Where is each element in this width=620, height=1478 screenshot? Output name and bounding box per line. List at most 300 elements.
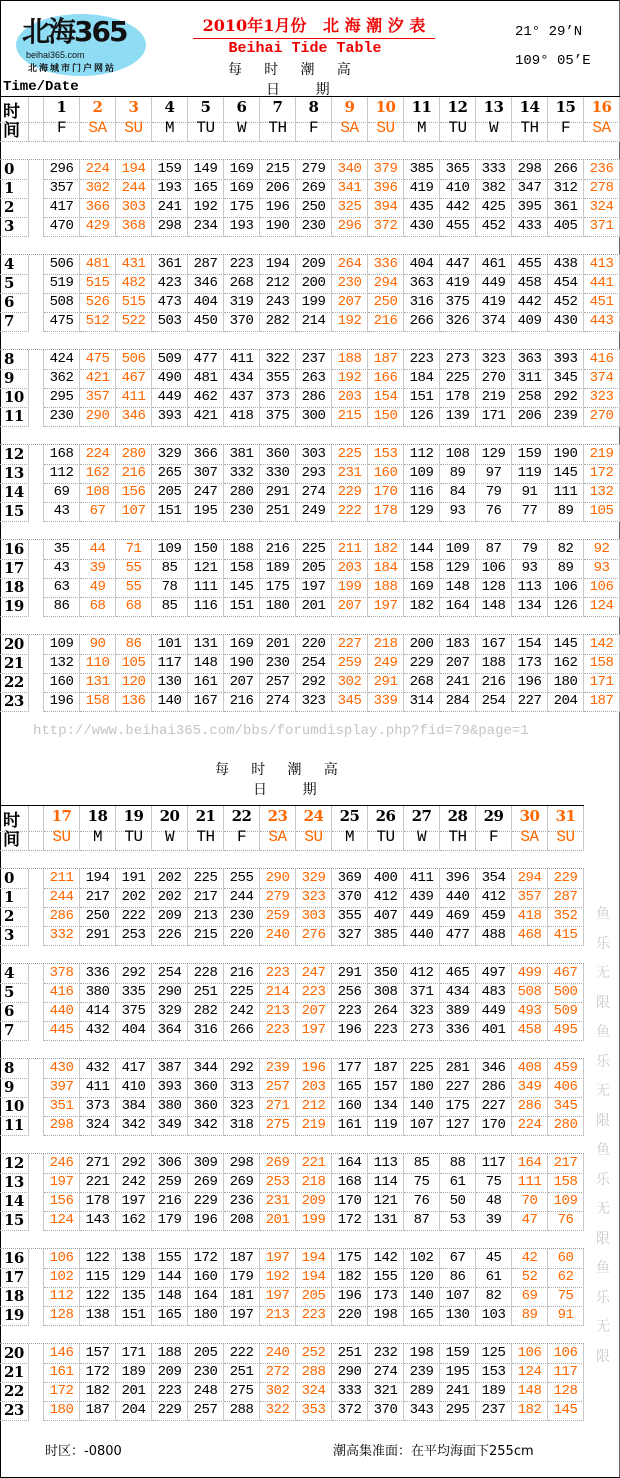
tide-value: 192: [332, 369, 368, 389]
tide-value: 292: [116, 964, 152, 984]
tide-value: 169: [404, 578, 440, 598]
weekday-label: SU: [116, 116, 152, 142]
tide-value: 140: [152, 692, 188, 712]
tide-value: 508: [512, 983, 548, 1003]
tide-value: 196: [332, 1287, 368, 1307]
tide-value: 223: [224, 255, 260, 275]
tide-value: 411: [80, 1078, 116, 1098]
tide-value: 290: [260, 869, 296, 889]
tide-value: 259: [260, 907, 296, 927]
tide-value: 106: [44, 1249, 80, 1269]
hour-label: 17: [0, 559, 29, 579]
tide-value: 103: [476, 1306, 512, 1326]
blank-cell: [29, 869, 44, 889]
tide-value: 151: [404, 388, 440, 408]
blank-cell: [29, 888, 44, 908]
table-row: [0, 483, 620, 502]
tide-value: 173: [512, 654, 548, 674]
table-row: [0, 1268, 584, 1287]
tide-value: 151: [152, 502, 188, 522]
tide-value: 493: [512, 1002, 548, 1022]
blank-cell: [29, 464, 44, 484]
hour-header-bottom: 间: [0, 116, 29, 142]
table-row: [0, 1002, 584, 1021]
tide-value: 424: [44, 350, 80, 370]
hour-label: 3: [0, 217, 29, 237]
tide-value: 167: [188, 692, 224, 712]
tide-value: 404: [116, 1021, 152, 1041]
blank-cell: [29, 160, 44, 180]
tide-value: 223: [332, 1002, 368, 1022]
tide-value: 396: [440, 869, 476, 889]
table-row: [0, 1154, 584, 1173]
subtitle-tide-height: 每 时 潮 高: [228, 62, 351, 78]
tide-value: 107: [404, 1116, 440, 1136]
day-number: 28: [440, 806, 476, 832]
tide-value: 300: [296, 407, 332, 427]
tide-value: 67: [80, 502, 116, 522]
blank-cell: [29, 1211, 44, 1231]
tide-value: 249: [368, 654, 404, 674]
tide-value: 361: [152, 255, 188, 275]
tide-value: 192: [188, 198, 224, 218]
side-watermark: 鱼乐无限鱼乐无限鱼乐无限鱼乐无限: [596, 906, 610, 1365]
table-row: [0, 1287, 584, 1306]
table-row: [0, 1363, 584, 1382]
tide-value: 473: [152, 293, 188, 313]
tide-value: 282: [260, 312, 296, 332]
tide-value: 309: [188, 1154, 224, 1174]
tide-value: 106: [584, 578, 620, 598]
tide-value: 171: [584, 673, 620, 693]
group-separator: [0, 1135, 584, 1154]
tide-value: 112: [44, 464, 80, 484]
tide-value: 346: [476, 1059, 512, 1079]
tide-value: 298: [512, 160, 548, 180]
tide-value: 341: [332, 179, 368, 199]
tide-value: 435: [404, 198, 440, 218]
tide-value: 222: [116, 907, 152, 927]
tide-value: 76: [476, 502, 512, 522]
tide-value: 106: [548, 1344, 584, 1364]
tide-value: 215: [260, 160, 296, 180]
tide-value: 396: [368, 179, 404, 199]
tide-value: 88: [440, 1154, 476, 1174]
tide-value: 385: [404, 160, 440, 180]
tide-value: 251: [332, 1344, 368, 1364]
tide-value: 401: [476, 1021, 512, 1041]
tide-value: 193: [224, 217, 260, 237]
table-row: [0, 1211, 584, 1230]
tide-value: 291: [332, 964, 368, 984]
tide-value: 278: [584, 179, 620, 199]
tide-value: 197: [260, 1287, 296, 1307]
tide-value: 410: [440, 179, 476, 199]
weekday-label: M: [80, 825, 116, 851]
day-number: 18: [80, 806, 116, 832]
tide-value: 468: [512, 926, 548, 946]
tide-value: 280: [548, 1116, 584, 1136]
tide-value: 497: [476, 964, 512, 984]
weekday-label: SA: [512, 825, 548, 851]
tide-value: 169: [224, 179, 260, 199]
blank-cell: [29, 1002, 44, 1022]
tide-value: 342: [116, 1116, 152, 1136]
tide-value: 218: [368, 635, 404, 655]
tide-value: 393: [152, 1078, 188, 1098]
tide-value: 209: [152, 1363, 188, 1383]
tide-value: 411: [404, 869, 440, 889]
tide-value: 237: [296, 350, 332, 370]
logo-subtitle: 北海城市门户网站: [28, 64, 117, 74]
day-number: 6: [224, 97, 260, 123]
tide-value: 126: [404, 407, 440, 427]
weekday-label: TH: [188, 825, 224, 851]
tide-value: 131: [368, 1211, 404, 1231]
tide-value: 282: [188, 1002, 224, 1022]
tide-value: 119: [368, 1116, 404, 1136]
tide-value: 217: [80, 888, 116, 908]
tide-value: 196: [512, 673, 548, 693]
tide-value: 395: [512, 198, 548, 218]
blank-cell: [29, 1078, 44, 1098]
day-number: 20: [152, 806, 188, 832]
tide-value: 190: [548, 445, 584, 465]
tide-value: 393: [152, 407, 188, 427]
blank-cell: [29, 559, 44, 579]
group-separator: [0, 426, 620, 445]
tide-value: 251: [188, 983, 224, 1003]
source-url[interactable]: http://www.beihai365.com/bbs/forumdisplay.php?fid=79&page=1: [33, 723, 529, 739]
blank-cell: [29, 1059, 44, 1079]
tide-value: 290: [152, 983, 188, 1003]
tide-value: 89: [512, 1306, 548, 1326]
tide-value: 247: [296, 964, 332, 984]
tide-value: 280: [224, 483, 260, 503]
tide-value: 351: [44, 1097, 80, 1117]
tide-value: 449: [476, 274, 512, 294]
blank-cell: [29, 578, 44, 598]
tide-value: 417: [116, 1059, 152, 1079]
tide-value: 411: [224, 350, 260, 370]
tide-value: 225: [296, 540, 332, 560]
table-row: [0, 1021, 584, 1040]
blank-cell: [29, 1154, 44, 1174]
tide-value: 306: [152, 1154, 188, 1174]
table-row: [0, 597, 620, 616]
tide-value: 207: [332, 293, 368, 313]
tide-value: 130: [152, 673, 188, 693]
tide-value: 178: [368, 502, 404, 522]
hour-label: 19: [0, 597, 29, 617]
tide-value: 266: [224, 1021, 260, 1041]
tide-value: 382: [476, 179, 512, 199]
tide-value: 84: [440, 483, 476, 503]
tide-value: 440: [440, 888, 476, 908]
tide-value: 452: [548, 293, 584, 313]
hour-label: 16: [0, 1249, 29, 1269]
tide-value: 268: [224, 274, 260, 294]
tide-value: 266: [404, 312, 440, 332]
tide-value: 168: [332, 1173, 368, 1193]
tide-value: 61: [440, 1173, 476, 1193]
tide-value: 131: [188, 635, 224, 655]
tide-value: 113: [512, 578, 548, 598]
tide-value: 188: [368, 578, 404, 598]
site-logo[interactable]: [16, 6, 146, 76]
tide-value: 107: [116, 502, 152, 522]
tide-value: 413: [584, 255, 620, 275]
tide-value: 105: [116, 654, 152, 674]
tide-value: 526: [80, 293, 116, 313]
tide-value: 224: [80, 160, 116, 180]
tide-value: 227: [476, 1097, 512, 1117]
tide-value: 85: [152, 559, 188, 579]
tide-value: 214: [260, 983, 296, 1003]
tide-value: 201: [296, 597, 332, 617]
tide-value: 269: [188, 1173, 224, 1193]
tide-value: 119: [512, 464, 548, 484]
table-row: [0, 369, 620, 388]
tide-value: 508: [44, 293, 80, 313]
group-separator: [0, 850, 584, 869]
tide-value: 194: [80, 869, 116, 889]
tide-value: 423: [152, 274, 188, 294]
tide-value: 197: [44, 1173, 80, 1193]
tide-value: 417: [44, 198, 80, 218]
tide-value: 264: [332, 255, 368, 275]
tide-value: 213: [188, 907, 224, 927]
tide-value: 274: [296, 483, 332, 503]
tide-value: 227: [440, 1078, 476, 1098]
tide-value: 357: [80, 388, 116, 408]
tide-value: 175: [440, 1097, 476, 1117]
table-row: [0, 964, 584, 983]
tide-value: 288: [224, 1401, 260, 1421]
tide-value: 412: [404, 964, 440, 984]
tide-value: 223: [260, 1021, 296, 1041]
tide-value: 323: [296, 692, 332, 712]
tide-value: 227: [512, 692, 548, 712]
tide-value: 107: [440, 1287, 476, 1307]
tide-value: 216: [224, 964, 260, 984]
tide-value: 295: [440, 1401, 476, 1421]
tide-value: 236: [224, 1192, 260, 1212]
tide-value: 324: [584, 198, 620, 218]
tide-value: 400: [368, 869, 404, 889]
tide-value: 85: [404, 1154, 440, 1174]
day-number: 4: [152, 97, 188, 123]
tide-value: 146: [44, 1344, 80, 1364]
table-row: [0, 407, 620, 426]
blank-cell: [29, 1287, 44, 1307]
tide-value: 343: [404, 1401, 440, 1421]
tide-value: 162: [116, 1211, 152, 1231]
tide-value: 201: [260, 635, 296, 655]
tide-value: 408: [512, 1059, 548, 1079]
tide-value: 291: [260, 483, 296, 503]
tide-value: 164: [332, 1154, 368, 1174]
hour-label: 13: [0, 464, 29, 484]
day-number-row: [0, 805, 584, 831]
tide-value: 180: [188, 1306, 224, 1326]
day-number: 8: [296, 97, 332, 123]
hour-label: 18: [0, 578, 29, 598]
blank-cell: [29, 198, 44, 218]
tide-value: 112: [44, 1287, 80, 1307]
tide-value: 259: [152, 1173, 188, 1193]
tide-value: 188: [332, 350, 368, 370]
tide-value: 397: [44, 1078, 80, 1098]
tide-value: 180: [260, 597, 296, 617]
tide-value: 246: [44, 1154, 80, 1174]
tide-value: 121: [368, 1192, 404, 1212]
tide-value: 286: [476, 1078, 512, 1098]
tide-value: 289: [404, 1382, 440, 1402]
tide-value: 199: [332, 578, 368, 598]
tide-value: 42: [512, 1249, 548, 1269]
tide-value: 522: [116, 312, 152, 332]
tide-value: 324: [296, 1382, 332, 1402]
group-separator: [0, 331, 620, 350]
tide-value: 180: [548, 673, 584, 693]
tide-value: 184: [404, 369, 440, 389]
tide-value: 290: [80, 407, 116, 427]
tide-value: 175: [332, 1249, 368, 1269]
hour-label: 11: [0, 407, 29, 427]
tide-value: 75: [548, 1287, 584, 1307]
hour-label: 0: [0, 869, 29, 889]
weekday-label: TH: [440, 825, 476, 851]
tide-value: 303: [116, 198, 152, 218]
tide-value: 449: [476, 1002, 512, 1022]
tide-value: 85: [152, 597, 188, 617]
table-row: [0, 445, 620, 464]
time-date-label: Time/Date: [3, 79, 79, 95]
tide-value: 243: [260, 293, 296, 313]
tide-value: 70: [512, 1192, 548, 1212]
tide-value: 229: [152, 1401, 188, 1421]
blank-cell: [29, 926, 44, 946]
tide-value: 150: [188, 540, 224, 560]
tide-value: 254: [296, 654, 332, 674]
hour-label: 21: [0, 654, 29, 674]
day-number-row: [0, 96, 620, 122]
tide-value: 314: [404, 692, 440, 712]
tide-value: 515: [116, 293, 152, 313]
tide-value: 207: [440, 654, 476, 674]
tide-value: 111: [548, 483, 584, 503]
tide-value: 198: [368, 1306, 404, 1326]
tide-value: 172: [584, 464, 620, 484]
tide-value: 374: [476, 312, 512, 332]
blank-cell: [29, 274, 44, 294]
tide-value: 153: [476, 1363, 512, 1383]
table-row: [0, 350, 620, 369]
tide-value: 223: [368, 1021, 404, 1041]
tide-value: 117: [476, 1154, 512, 1174]
tide-value: 197: [368, 597, 404, 617]
tide-value: 470: [44, 217, 80, 237]
tide-value: 409: [512, 312, 548, 332]
group-separator: [0, 141, 620, 160]
tide-value: 519: [44, 274, 80, 294]
tide-value: 412: [476, 888, 512, 908]
tide-value: 166: [368, 369, 404, 389]
tide-value: 159: [152, 160, 188, 180]
tide-value: 159: [512, 445, 548, 465]
tide-value: 109: [404, 464, 440, 484]
tide-value: 89: [548, 559, 584, 579]
tide-value: 161: [44, 1363, 80, 1383]
hour-label: 4: [0, 964, 29, 984]
tide-value: 206: [260, 179, 296, 199]
tide-value: 333: [332, 1382, 368, 1402]
blank-cell: [29, 673, 44, 693]
tide-value: 349: [512, 1078, 548, 1098]
tide-value: 477: [188, 350, 224, 370]
tide-value: 286: [44, 907, 80, 927]
tide-value: 167: [476, 635, 512, 655]
tide-value: 169: [224, 160, 260, 180]
tide-value: 219: [584, 445, 620, 465]
blank-cell: [29, 445, 44, 465]
tide-value: 236: [584, 160, 620, 180]
tide-value: 91: [548, 1306, 584, 1326]
blank-cell: [29, 179, 44, 199]
tide-value: 102: [44, 1268, 80, 1288]
tide-value: 256: [332, 983, 368, 1003]
tide-value: 217: [548, 1154, 584, 1174]
tide-value: 255: [224, 869, 260, 889]
tide-value: 490: [152, 369, 188, 389]
weekday-label: M: [404, 116, 440, 142]
tide-value: 114: [368, 1173, 404, 1193]
weekday-label: SU: [368, 116, 404, 142]
tide-value: 138: [80, 1306, 116, 1326]
weekday-label: W: [152, 825, 188, 851]
day-number: 13: [476, 97, 512, 123]
tide-value: 132: [44, 654, 80, 674]
tide-value: 269: [260, 1154, 296, 1174]
tide-value: 195: [440, 1363, 476, 1383]
tide-value: 432: [80, 1021, 116, 1041]
tide-value: 302: [332, 673, 368, 693]
tide-value: 467: [116, 369, 152, 389]
tide-value: 323: [404, 1002, 440, 1022]
tide-value: 370: [368, 1401, 404, 1421]
tide-value: 90: [80, 635, 116, 655]
tide-value: 209: [296, 1192, 332, 1212]
tide-value: 148: [512, 1382, 548, 1402]
tide-value: 168: [44, 445, 80, 465]
tide-value: 120: [404, 1268, 440, 1288]
tide-value: 373: [260, 388, 296, 408]
hour-label: 1: [0, 179, 29, 199]
tide-value: 187: [224, 1249, 260, 1269]
tide-value: 214: [296, 312, 332, 332]
tide-value: 53: [440, 1211, 476, 1231]
tide-value: 276: [296, 926, 332, 946]
tide-value: 209: [296, 255, 332, 275]
tide-value: 148: [476, 597, 512, 617]
hour-header-bottom: 间: [0, 825, 29, 851]
tide-value: 197: [296, 578, 332, 598]
tide-value: 459: [548, 1059, 584, 1079]
tide-value: 211: [44, 869, 80, 889]
tide-value: 363: [404, 274, 440, 294]
table-row: [0, 540, 620, 559]
